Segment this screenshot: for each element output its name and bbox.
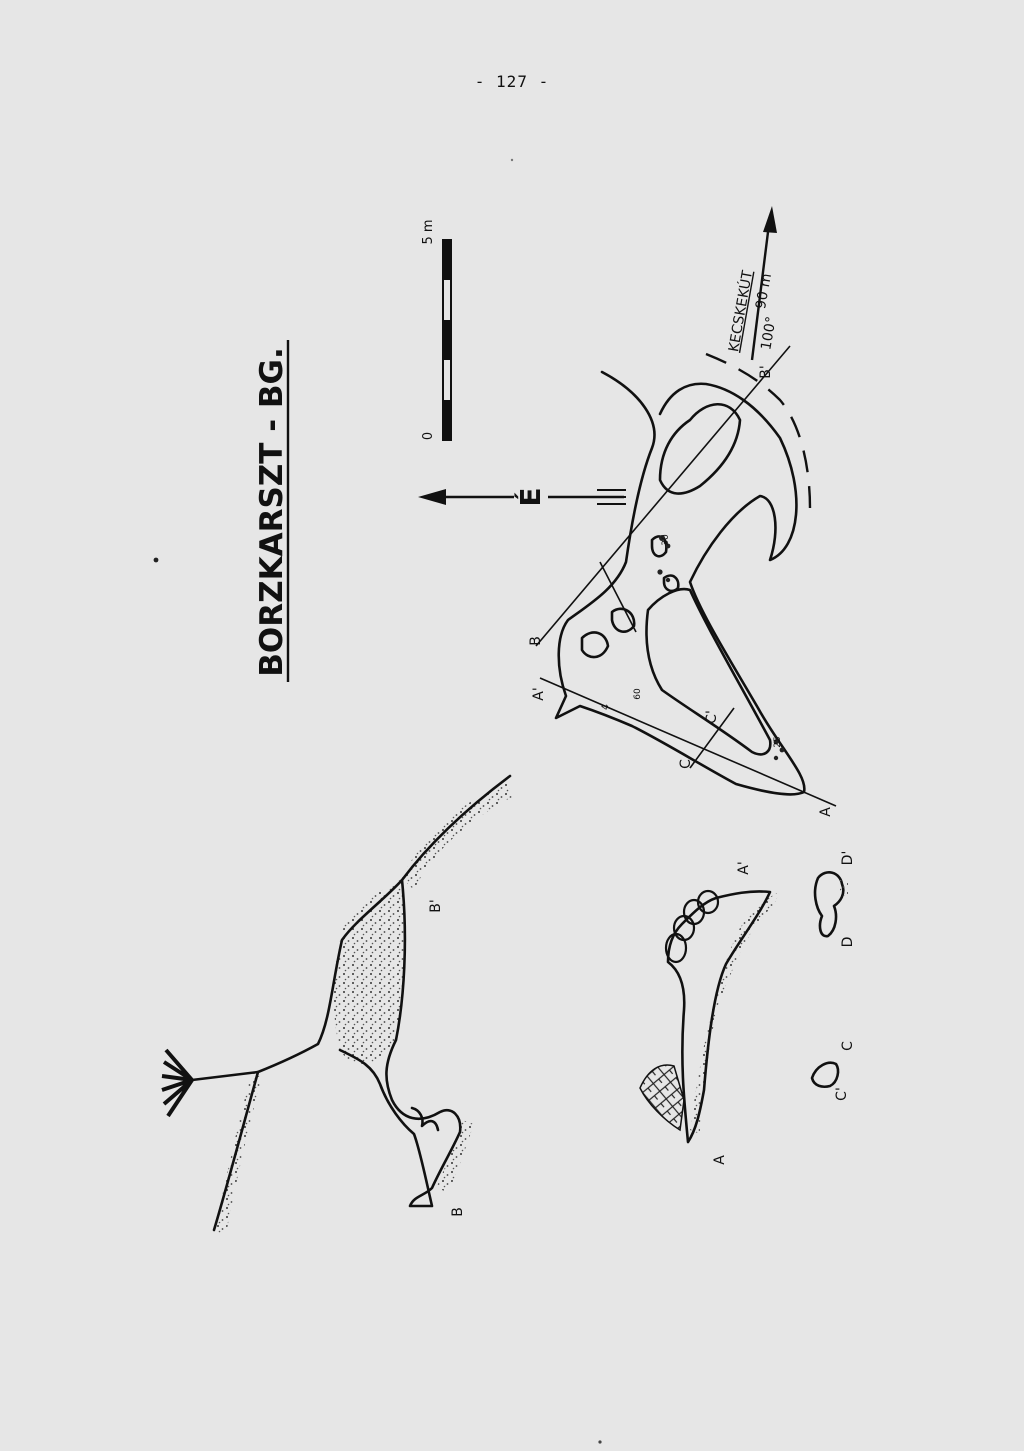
direction-pointer (724, 206, 780, 360)
plan-marker-A-prime: A' (531, 687, 547, 701)
plan-side-passage (660, 404, 740, 493)
section-b-surface-stipple (402, 782, 514, 890)
scale-bar (421, 219, 451, 440)
plan-note-2: 60 (633, 688, 643, 700)
plan-note-3: 25 (773, 736, 783, 748)
section-d-label-end: D' (840, 850, 856, 866)
scale-end-label: 5 m (421, 219, 436, 245)
scan-specks (154, 159, 602, 1444)
plan-marker-A: A (818, 807, 834, 817)
north-arrow-head (418, 489, 446, 505)
plan-outer-wall (556, 372, 804, 794)
section-b-floor-stipple (436, 1120, 474, 1192)
section-a-label-start: A (712, 1155, 728, 1165)
direction-place: KECSKEKÚT (726, 269, 757, 354)
north-arrow (418, 484, 626, 510)
section-c-label-start: C (840, 1041, 856, 1051)
plan-pillar-2 (612, 609, 634, 632)
section-b (162, 776, 514, 1234)
plan-inner-island (647, 589, 771, 754)
section-c-label-end: C' (834, 1087, 850, 1101)
plan-marker-C: C (678, 759, 694, 769)
scale-bar-segment-3 (443, 320, 451, 360)
section-b-label-start: B (450, 1207, 466, 1217)
title: BORZKARSZT - BG. (254, 347, 290, 677)
section-d (815, 851, 856, 948)
section-c (812, 1041, 856, 1101)
section-b-sediment (334, 880, 405, 1064)
scale-bar-segment-1 (443, 240, 451, 280)
plan-note-1: 4 (601, 704, 611, 710)
section-line-A (540, 678, 836, 806)
section-a (640, 861, 780, 1165)
title-group (254, 340, 290, 682)
plan-marker-B: B (528, 636, 544, 646)
page-number: - 127 - (474, 72, 550, 91)
direction-arrow-head (763, 206, 777, 233)
section-d-floor (840, 880, 848, 896)
section-c-outline (812, 1063, 838, 1087)
section-a-label-end: A' (736, 861, 752, 875)
plan-note-4: 30 (661, 534, 671, 546)
north-label: É (514, 487, 547, 507)
section-d-label-start: D (840, 936, 856, 948)
direction-bearing: 100° (758, 315, 780, 352)
plan-marker-C-prime: C' (704, 710, 720, 724)
scale-start-label: 0 (421, 431, 436, 441)
scale-bar-segment-5 (443, 400, 451, 440)
section-b-label-end: B' (428, 899, 444, 913)
plan-pillar-1 (582, 632, 608, 657)
section-line-extra (600, 562, 636, 632)
cave-plan (528, 346, 836, 817)
plan-pillar-4 (664, 576, 678, 591)
direction-distance: 90 m (753, 272, 776, 311)
plan-marker-B-prime: B' (758, 365, 774, 379)
section-a-rock (640, 1065, 684, 1130)
section-d-outline (815, 872, 843, 936)
